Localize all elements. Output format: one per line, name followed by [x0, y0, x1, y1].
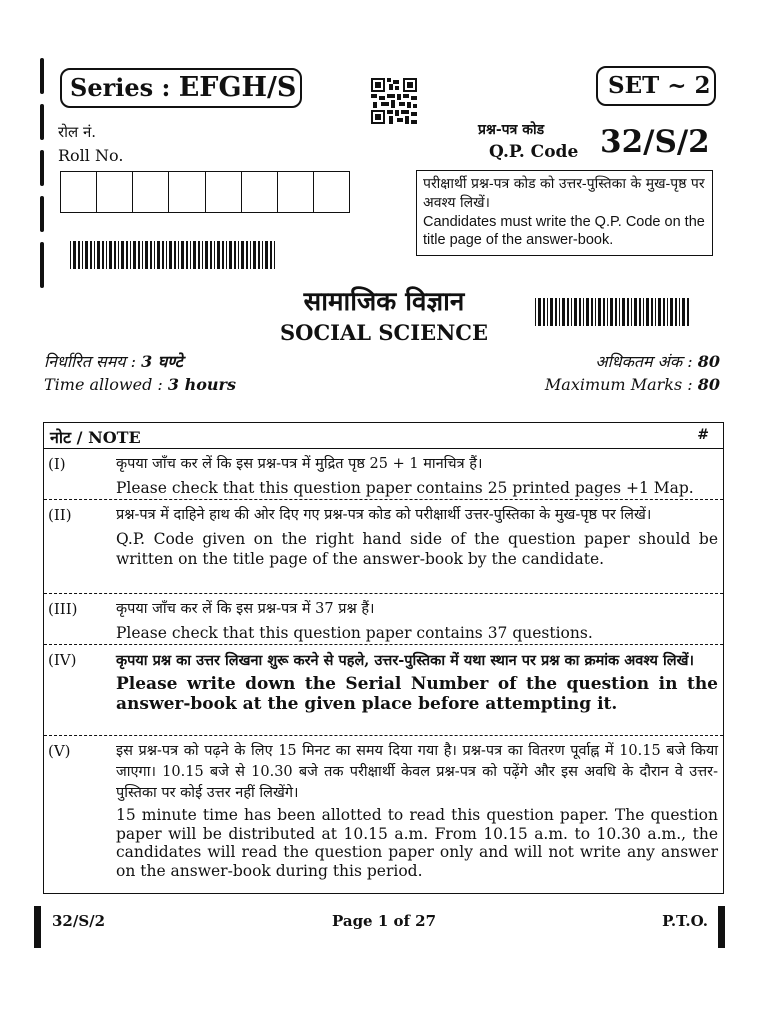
roll-digit-box[interactable] [133, 172, 169, 212]
time-hindi-value: 3 घण्टे [141, 352, 183, 371]
roll-digit-box[interactable] [242, 172, 278, 212]
roll-digit-box[interactable] [278, 172, 314, 212]
roll-no-english: Roll No. [58, 146, 124, 165]
max-marks-hindi [595, 350, 720, 372]
footer-qp-code: 32/S/2 [52, 912, 106, 930]
qr-code-icon [371, 78, 417, 124]
time-english-value: 3 hours [167, 375, 236, 394]
note-item [44, 500, 723, 594]
set-label: SET ~ 2 [608, 72, 711, 99]
note-header [44, 423, 723, 449]
note-title: नोट / NOTE [50, 428, 141, 447]
marks-english-value: 80 [697, 375, 720, 394]
note-item [44, 594, 723, 645]
note-item-number: (III) [48, 600, 78, 618]
note-item-english: Please write down the Serial Number of the question in the answer-book at the given place before attempting it. [116, 674, 718, 714]
note-item-english: Please check that this question paper contains 37 questions. [116, 624, 593, 642]
marks-hindi-value: 80 [697, 352, 720, 371]
footer-page-number: Page 1 of 27 [331, 912, 437, 930]
subject-title-hindi: सामाजिक विज्ञान [303, 287, 465, 317]
qp-code-value: 32/S/2 [600, 124, 710, 160]
margin-dash [40, 196, 44, 232]
series-label: Series : [70, 73, 179, 102]
note-item-english: Q.P. Code given on the right hand side of the question paper should be written on the title page of the answer-book by the candidate. [116, 530, 718, 568]
note-item-number: (I) [48, 455, 66, 473]
note-item-english: 15 minute time has been allotted to read this question paper. The question paper will be distributed at 10.15 a.m. From 10.15 a.m. to 10.30 a.m., the candidates will read the question paper only and will not write any answer on the answer-book during this period. [116, 806, 718, 880]
roll-digit-box[interactable] [206, 172, 242, 212]
series-value: EFGH/S [178, 72, 297, 103]
note-item-number: (IV) [48, 651, 77, 669]
roll-digit-box[interactable] [314, 172, 349, 212]
set-box [596, 66, 716, 106]
note-hash: # [697, 427, 709, 443]
notice-english: Candidates must write the Q.P. Code on the title page of the answer-book. [423, 214, 705, 248]
note-item-hindi: इस प्रश्न-पत्र को पढ़ने के लिए 15 मिनट का समय दिया गया है। प्रश्न-पत्र का वितरण पूर्वाह्न में 10.15 बजे किया जाएगा। 10.15 बजे से 10.30 बजे तक परीक्षार्थी केवल प्रश्न-पत्र को पढ़ेंगे और इस अवधि के दौरान वे उत्तर-पुस्तिका पर कोई उत्तर नहीं लिखेंगे। [116, 743, 718, 801]
barcode-icon [535, 298, 690, 326]
note-item-hindi: कृपया जाँच कर लें कि इस प्रश्न-पत्र में 37 प्रश्न हैं। [116, 601, 375, 617]
barcode-icon [70, 241, 278, 269]
note-item-hindi: कृपया जाँच कर लें कि इस प्रश्न-पत्र में मुद्रित पृष्ठ 25 + 1 मानचित्र हैं। [116, 456, 483, 472]
margin-dash [40, 150, 44, 186]
note-item-hindi: कृपया प्रश्न का उत्तर लिखना शुरू करने से पहले, उत्तर-पुस्तिका में यथा स्थान पर प्रश्न का क्रमांक अवश्य लिखें। [116, 652, 694, 669]
time-allowed-hindi [44, 350, 183, 372]
note-item [44, 645, 723, 736]
note-item [44, 736, 723, 891]
note-item-hindi: प्रश्न-पत्र में दाहिने हाथ की ओर दिए गए प्रश्न-पत्र कोड को परीक्षार्थी उत्तर-पुस्तिका के मुख-पृष्ठ पर लिखें। [116, 507, 652, 523]
roll-number-grid[interactable] [60, 171, 350, 213]
note-table [43, 422, 724, 894]
roll-digit-box[interactable] [169, 172, 205, 212]
note-item-english: Please check that this question paper contains 25 printed pages +1 Map. [116, 479, 694, 497]
time-hindi-label: निर्धारित समय : [44, 352, 142, 371]
series-box [60, 68, 302, 108]
note-item [44, 449, 723, 500]
margin-dash [40, 58, 44, 94]
footer-pto: P.T.O. [662, 912, 708, 930]
marks-english-label: Maximum Marks : [544, 375, 698, 394]
qp-code-english: Q.P. Code [489, 142, 579, 162]
subject-title-english: SOCIAL SCIENCE [280, 320, 488, 345]
roll-digit-box[interactable] [97, 172, 133, 212]
max-marks-english [545, 375, 720, 394]
roll-digit-box[interactable] [61, 172, 97, 212]
time-english-label: Time allowed : [44, 375, 168, 394]
qp-code-notice [416, 170, 713, 256]
margin-dash [40, 104, 44, 140]
notice-hindi: परीक्षार्थी प्रश्न-पत्र कोड को उत्तर-पुस्तिका के मुख-पृष्ठ पर अवश्य लिखें। [423, 176, 705, 211]
time-allowed-english [44, 375, 236, 394]
note-item-number: (V) [48, 742, 71, 760]
qp-code-hindi: प्रश्न-पत्र कोड [478, 122, 545, 138]
roll-no-hindi: रोल नं. [58, 123, 97, 141]
marks-hindi-label: अधिकतम अंक : [595, 352, 698, 371]
note-item-number: (II) [48, 506, 72, 524]
